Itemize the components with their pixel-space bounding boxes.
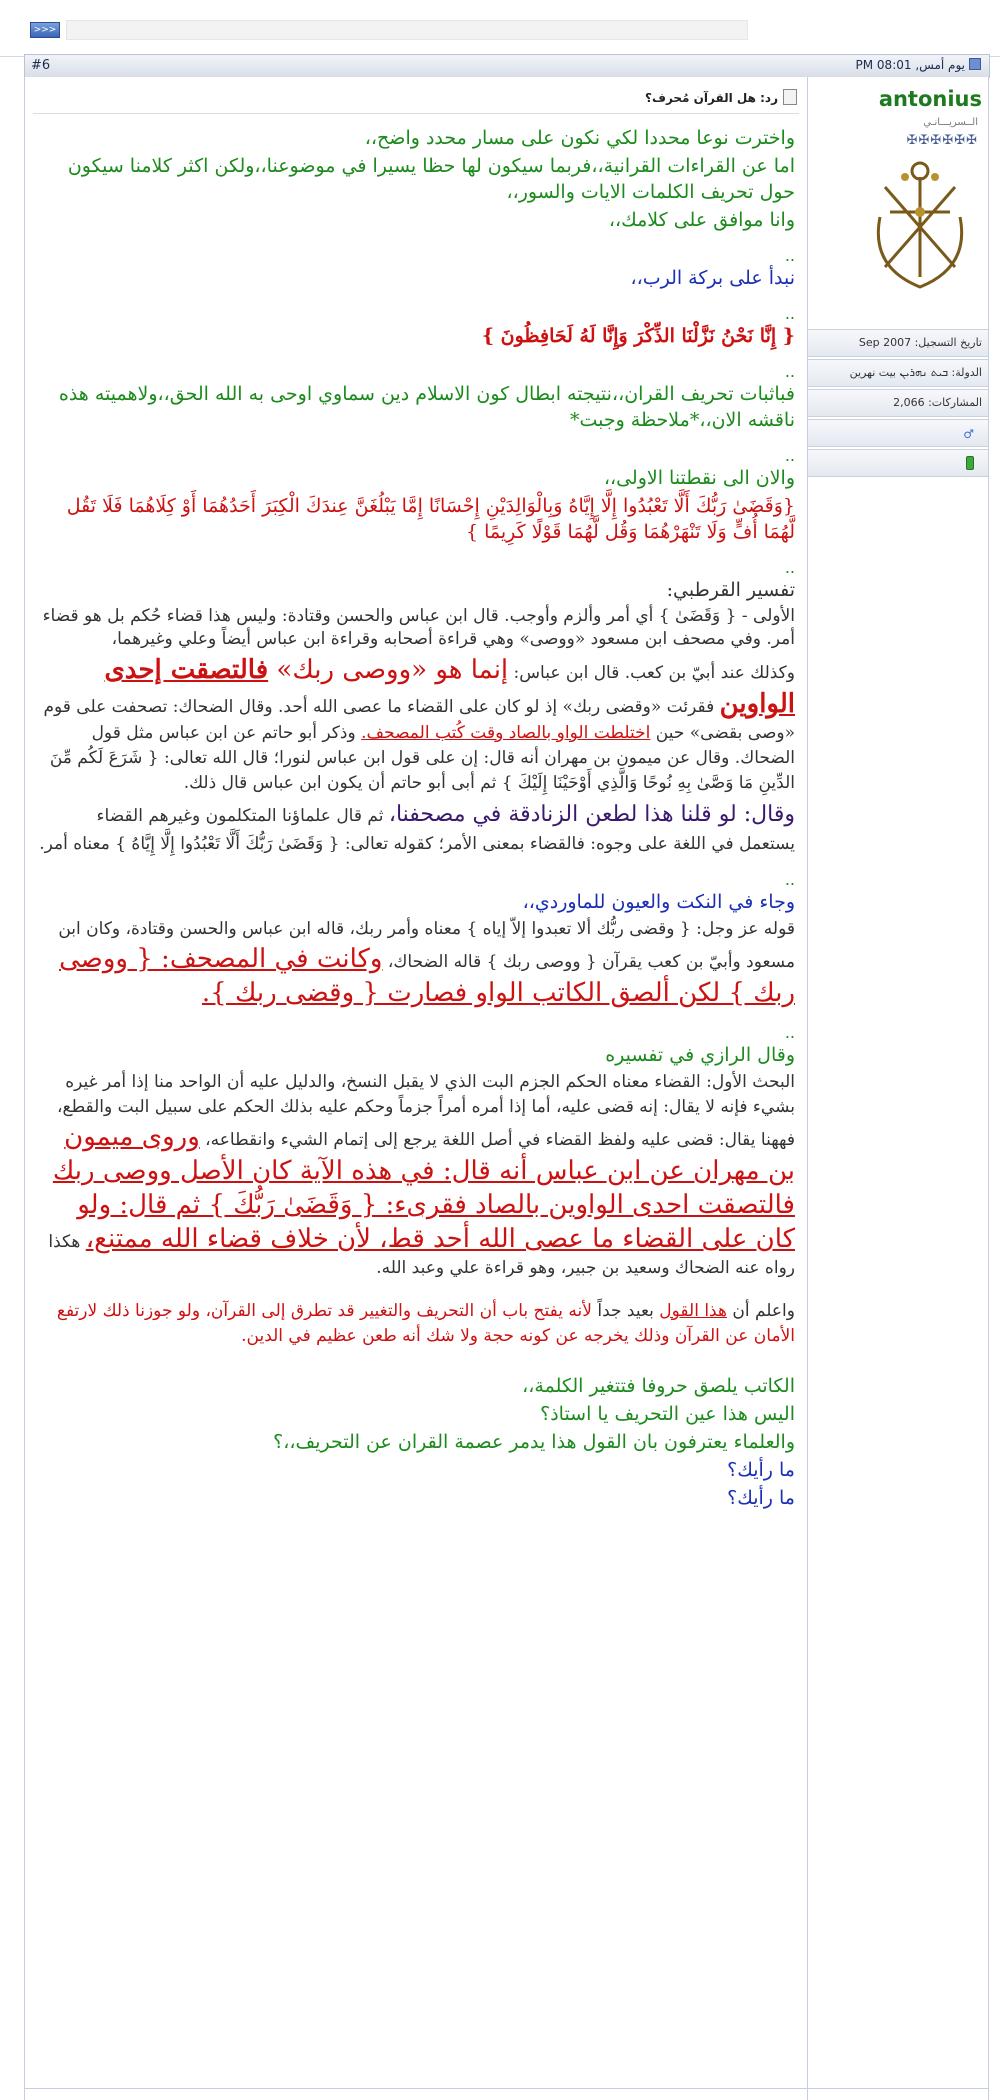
text-run: ثم قال علماؤنا المتكلمون وغيرهم القضاء يستعمل في اللغة على وجوه: فالقضاء بمعنى الأمر؛ كقوله تعالى: { وَقَضَىٰ رَبُّكَ أَلَّا تَعْبُدُوا إِلَّا إِيَّاهُ } معناه أمر. — [39, 806, 795, 854]
post-header-bar — [24, 54, 990, 78]
paragraph: الأولى - { وَقَضَىٰ } أي أمر وألزم وأوجب. قال ابن عباس والحسن وقتادة: وليس هذا قضاء حُكم بل هو قضاء أمر. وفي مصحف ابن مسعود «ووصى» وهي قراءة أصحابه وقراءة ابن عباس أيضاً وعلي وغيرهما، — [42, 606, 795, 649]
paragraph — [37, 1070, 795, 1281]
text-run: فقرئت «وقضى ربك» إذ لو كان على القضاء ما عصى الله أحد. وقال الضحاك: تصحفت على قوم «وصى بقضى» حين — [43, 697, 795, 743]
paragraph — [37, 1299, 795, 1349]
gender-row — [807, 419, 988, 447]
text-run: وكانت في المصحف: { ووصى ربك } لكن ألصق الكاتب الواو فصارت { وقضى ربك }. — [59, 944, 795, 1008]
document-icon — [783, 89, 797, 105]
paragraph: الكاتب يلصق حروفا فتتغير الكلمة،، — [522, 1375, 795, 1397]
paragraph: اليس هذا عين التحريف يا استاذ؟ — [540, 1403, 795, 1425]
text-run: اختلطت الواو بالصاد وقت كُتب المصحف. — [361, 723, 651, 743]
dots: .. — [784, 362, 795, 381]
paragraph: وانا موافق على كلامك،، — [608, 209, 795, 231]
paragraph: واخترت نوعا محددا لكي نكون على مسار محدد واضح،، — [364, 127, 795, 149]
post-title-text: رد: هل القرآن مُحرف؟ — [645, 91, 778, 105]
user-rank-stars: ✠✠✠✠✠✠ — [906, 133, 978, 148]
text-run: هكذا رواه عنه الضحاك وسعيد بن جبير، وهو قراءة علي وعبد الله. — [48, 1232, 795, 1278]
posts-count-row — [807, 389, 988, 417]
text-run: قوله عز وجل: { وقضى ربُّك ألا تعبدوا إلاّ إياه } معناه وأمر ربك، قاله ابن عباس والحسن وقتادة، وكان ابن مسعود وأبيّ بن كعب يقرآن { ووصى ربك } قاله الضحاك، — [58, 919, 795, 972]
paragraph: نبدأ على بركة الرب،، — [630, 267, 795, 289]
join-date-row — [807, 329, 988, 357]
browser-top-bar — [0, 0, 1000, 57]
blurred-address-bar — [66, 20, 748, 40]
country: الدولة: ܒܝܬ ܢܗܪܝܢ بيت نهرين — [849, 366, 982, 379]
paragraph: تفسير القرطبي: — [666, 579, 795, 601]
paragraph: والعلماء يعترفون بان القول هذا يدمر عصمة القران عن التحريف،،؟ — [273, 1431, 795, 1453]
country-row — [807, 359, 988, 387]
post-content-area — [24, 77, 808, 2100]
expand-arrows-icon[interactable] — [30, 22, 60, 38]
post-title — [645, 89, 797, 105]
paragraph: وجاء في النكت والعيون للماوردي،، — [522, 891, 795, 913]
footer-divider — [24, 2088, 988, 2089]
avatar — [860, 157, 980, 297]
text-run: لأنه يفتح باب أن التحريف والتغيير قد تطرق إلى القرآن، ولو جوزنا ذلك لارتفع الأمان عن القرآن وذلك يخرجه عن كونه حجة ولا شك أنه طعن عظيم في الدين. — [56, 1301, 795, 1346]
dots: .. — [784, 558, 795, 577]
post-number-link[interactable]: #6 — [31, 58, 51, 73]
paragraph: فباثبات تحريف القران،،نتيجته ابطال كون الاسلام دين سماوي اوحى به الله الحق،،ولاهميته هذه ناقشه الان،،*ملاحظة وجبت* — [58, 383, 795, 431]
paragraph: ما رأيك؟ — [727, 1487, 795, 1509]
quran-verse: {وَقَضَىٰ رَبُّكَ أَلَّا تَعْبُدُوا إِلَّا إِيَّاهُ وَبِالْوَالِدَيْنِ إِحْسَانًا إِمَّا يَبْلُغَنَّ عِندَكَ الْكِبَرَ أَحَدُهُمَا أَوْ كِلَاهُمَا فَلَا تَقُل لَّهُمَا أُفٍّ وَلَا تَنْهَرْهُمَا وَقُل لَّهُمَا قَوْلًا كَرِيمًا } — [66, 495, 795, 543]
text-run: وروى ميمون بن مهران عن ابن عباس أنه قال: في هذه الآية كان الأصل ووصى ربك فالتصقت احدى الواوين بالصاد فقرىء: { وَقَضَىٰ رَبُّكَ } ثم قال: ولو كان على القضاء ما عصى الله أحد قط، لأن خلاف قضاء الله ممتنع، — [52, 1122, 795, 1254]
username-link[interactable]: antonius — [878, 87, 982, 111]
text-run: فالتصقت إحدى الواوين — [104, 655, 795, 719]
text-run: وذكر أبو حاتم عن ابن عباس مثل قول الضحاك. وقال عن ميمون بن مهران أنه قال: إن على قول ابن عباس لنورا؛ قال الله تعالى: { شَرَعَ لَكُم مِّنَ الدِّينِ مَا وَصَّىٰ بِهِ نُوحًا وَالَّذِي أَوْحَيْنَا إِلَيْكَ } ثم أبى أبو حاتم أن يكون ابن عباس قال ذلك. — [49, 723, 795, 793]
dots: .. — [784, 870, 795, 889]
dots: .. — [784, 1023, 795, 1042]
post-date-text: يوم أمس, 08:01 PM — [855, 58, 965, 72]
paragraph: وقال الرازي في تفسيره — [605, 1044, 795, 1066]
expand-glyph: >>> — [33, 25, 57, 35]
paragraph — [37, 798, 795, 857]
dots: .. — [784, 246, 795, 265]
text-run: بعيد جداً — [591, 1301, 660, 1321]
text-run: وكذلك عند أبيّ بن كعب. قال ابن عباس: — [508, 663, 795, 683]
paragraph: اما عن القراءات القرانية،،فربما سيكون لها حظا يسيرا في موضوعنا،،ولكن اكثر كلامنا سيكون حول تحريف الكلمات الايات والسور،، — [67, 155, 795, 203]
post-body — [37, 125, 795, 1513]
user-title: الــسريـــانـي — [923, 117, 978, 128]
male-gender-icon: ♂ — [963, 427, 974, 441]
text-run: إنما هو «ووصى ربك» — [268, 655, 509, 685]
paragraph — [37, 917, 795, 1010]
online-status-icon — [966, 456, 974, 470]
post-date — [856, 58, 982, 72]
paragraph: ما رأيك؟ — [727, 1459, 795, 1481]
paragraph: والان الى نقطتنا الاولى،، — [603, 467, 795, 489]
user-info-sidebar — [807, 77, 989, 2100]
quran-verse: { إِنَّا نَحْنُ نَزَّلْنَا الذِّكْرَ وَإِنَّا لَهُ لَحَافِظُونَ } — [481, 325, 795, 347]
join-date: تاريخ التسجيل: Sep 2007 — [858, 336, 982, 349]
text-run: واعلم أن — [726, 1301, 795, 1321]
text-run: هذا القول — [659, 1301, 727, 1321]
posts-count: المشاركات: 2,066 — [893, 396, 982, 409]
title-divider — [33, 113, 799, 114]
post-icon — [969, 58, 981, 70]
dots: .. — [784, 446, 795, 465]
paragraph — [37, 653, 795, 796]
text-run: البحث الأول: القضاء معناه الحكم الجزم البت الذي لا يقبل النسخ، والدليل عليه أن الواحد منا إذا أمر غيره بشيء فإنه لا يقال: إنه قضى عليه، أما إذا أمره أمراً جزماً وحكم عليه بذلك الحكم على سبيل البت والقطع، فههنا يقال: قضى عليه ولفظ القضاء في أصل اللغة يرجع إلى إتمام الشيء وانقطاعه، — [57, 1072, 795, 1150]
dots: .. — [784, 304, 795, 323]
status-row — [807, 449, 988, 477]
text-run: وقال: لو قلنا هذا لطعن الزنادقة في مصحفنا، — [388, 802, 795, 827]
